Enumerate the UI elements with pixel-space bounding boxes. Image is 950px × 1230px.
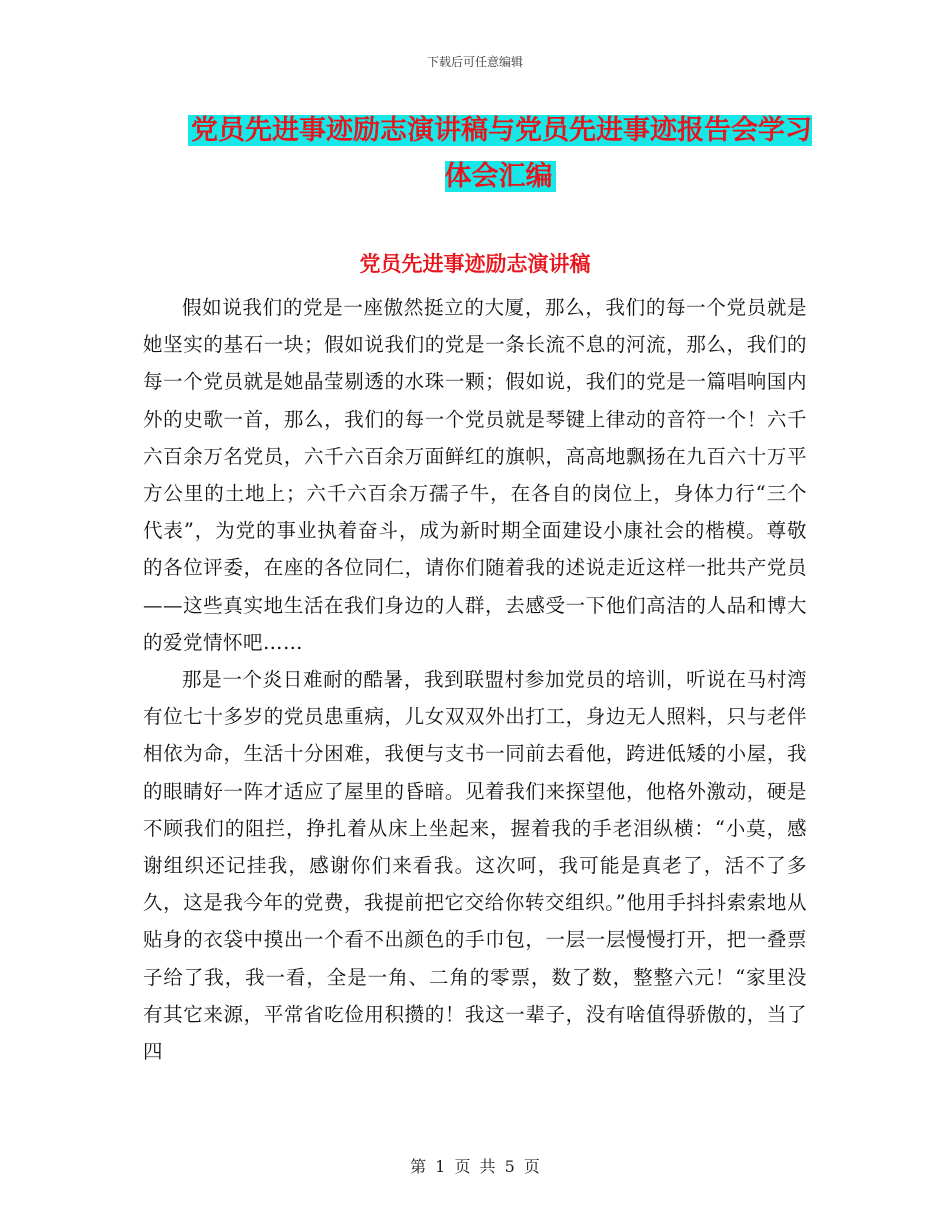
- header-note: 下载后可任意编辑: [426, 55, 523, 69]
- paragraph: 那是一个炎日难耐的酷暑，我到联盟村参加党员的培训，听说在马村湾有位七十多岁的党员患重病，儿女双双外出打工，身边无人照料，只与老伴相依为命，生活十分困难，我便与支书一同前去看他，跨进低矮的小屋，我的眼睛好一阵才适应了屋里的昏暗。见着我们来探望他，他格外激动，硬是不顾我们的阻拦，挣扎着从床上坐起来，握着我的手老泪纵横：“小莫，感谢组织还记挂我，感谢你们来看我。这次呵，我可能是真老了，活不了多久，这是我今年的党费，我提前把它交给你转交组织。”他用手抖抖索索地从贴身的衣袋中摸出一个看不出颜色的手巾包，一层一层慢慢打开，把一叠票子给了我，我一看，全是一角、二角的零票，数了数，整整六元！“家里没有其它来源，平常省吃俭用积攒的！我这一辈子，没有啥值得骄傲的，当了四: [143, 668, 807, 1064]
- document-title-text: 党员先进事迹励志演讲稿与党员先进事迹报告会学习体会汇编: [188, 115, 812, 192]
- page-footer: 第 1 页 共 5 页: [410, 1157, 540, 1176]
- paragraph: 假如说我们的党是一座傲然挺立的大厦，那么，我们的每一个党员就是她坚实的基石一块；假如说我们的党是一条长流不息的河流，那么，我们的每一个党员就是她晶莹剔透的水珠一颗；假如说，我们的党是一篇唱响国内外的史歌一首，那么，我们的每一个党员就是琴键上律动的音符一个！六千六百余万名党员，六千六百余万面鲜红的旗帜，高高地飘扬在九百六十万平方公里的土地上；六千六百余万孺子牛，在各自的岗位上，身体力行“三个代表”，为党的事业执着奋斗，成为新时期全面建设小康社会的楷模。尊敬的各位评委，在座的各位同仁，请你们随着我的述说走近这样一批共产党员——这些真实地生活在我们身边的人群，去感受一下他们高洁的人品和博大的爱党情怀吧……: [143, 296, 807, 654]
- section-title: 党员先进事迹励志演讲稿: [359, 252, 591, 276]
- document-body: [143, 289, 807, 1070]
- document-title: [180, 108, 820, 200]
